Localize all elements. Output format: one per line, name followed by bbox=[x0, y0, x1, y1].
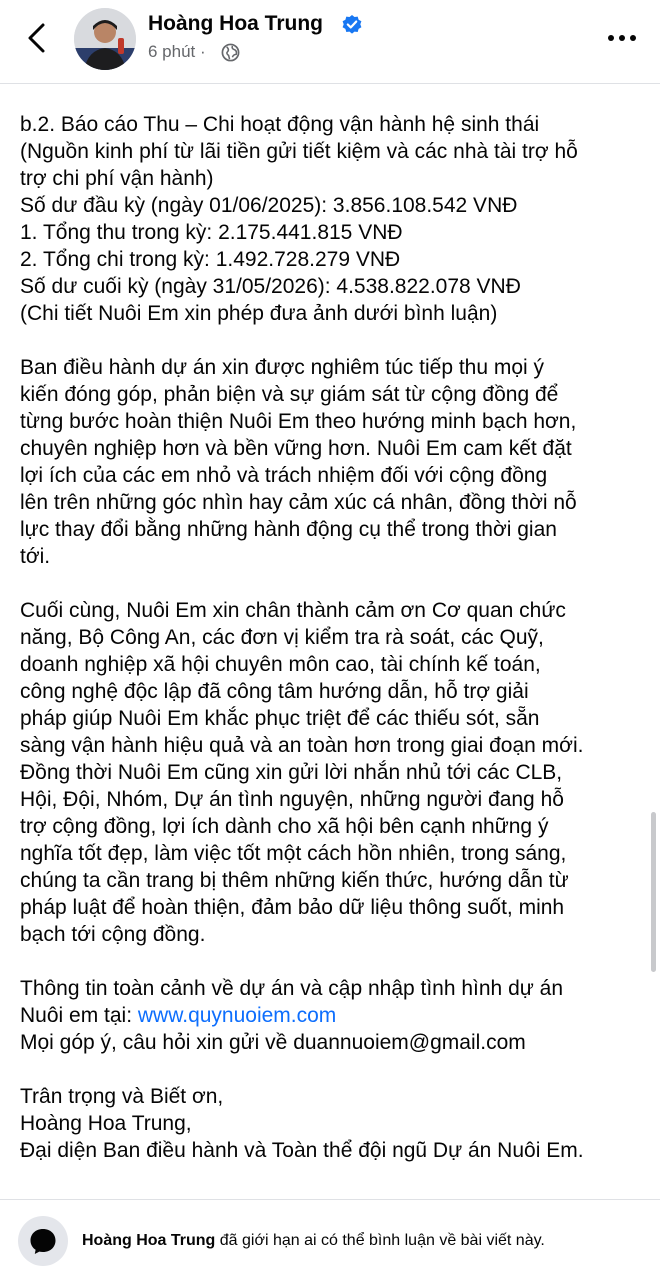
info-line-link bbox=[20, 1002, 652, 1029]
paragraph-line: lên trên những góc nhìn hay cảm xúc cá nhân, đồng thời nỗ bbox=[20, 491, 577, 514]
paragraph-line: bạch tới cộng đồng. bbox=[20, 923, 206, 946]
paragraph-line: nghĩa tốt đẹp, làm việc tốt một cách hồn nhiên, trong sáng, bbox=[20, 842, 567, 865]
report-line: (Nguồn kinh phí từ lãi tiền gửi tiết kiệm và các nhà tài trợ hỗ bbox=[20, 140, 578, 163]
footer-message: đã giới hạn ai có thể bình luận về bài viết này. bbox=[215, 1232, 545, 1249]
report-line: Số dư đầu kỳ (ngày 01/06/2025): 3.856.108.542 VNĐ bbox=[20, 194, 518, 217]
paragraph-line: năng, Bộ Công An, các đơn vị kiểm tra rà soát, các Quỹ, bbox=[20, 626, 544, 649]
paragraph-line: từng bước hoàn thiện Nuôi Em theo hướng minh bạch hơn, bbox=[20, 410, 577, 433]
sign-line: Trân trọng và Biết ơn, bbox=[20, 1085, 224, 1108]
paragraph-line: pháp giúp Nuôi Em khắc phục triệt để các thiếu sót, sẵn bbox=[20, 707, 540, 730]
post-body bbox=[20, 111, 652, 1164]
report-line: b.2. Báo cáo Thu – Chi hoạt động vận hành hệ sinh thái bbox=[20, 113, 540, 136]
paragraph-line: kiến đóng góp, phản biện và sự giám sát từ cộng đồng để bbox=[20, 383, 559, 406]
paragraph-line: Đồng thời Nuôi Em cũng xin gửi lời nhắn nhủ tới các CLB, bbox=[20, 761, 563, 784]
paragraph-line: tới. bbox=[20, 545, 51, 568]
paragraph-line: sàng vận hành hiệu quả và an toàn hơn trong giai đoạn mới. bbox=[20, 734, 584, 757]
paragraph-line: lực thay đổi bằng những hành động cụ thể trong thời gian bbox=[20, 518, 557, 541]
report-line: trợ chi phí vận hành) bbox=[20, 167, 214, 190]
scrollbar[interactable] bbox=[651, 812, 656, 972]
sign-line: Đại diện Ban điều hành và Toàn thể đội ngũ Dự án Nuôi Em. bbox=[20, 1139, 584, 1162]
contact-line: Mọi góp ý, câu hỏi xin gửi về duannuoiem@gmail.com bbox=[20, 1031, 526, 1054]
chat-bubble-icon bbox=[18, 1216, 68, 1266]
paragraph-line: pháp luật để hoàn thiện, đảm bảo dữ liệu thông suốt, minh bbox=[20, 896, 565, 919]
avatar[interactable] bbox=[74, 8, 136, 70]
meta-separator: · bbox=[200, 42, 206, 61]
report-line: (Chi tiết Nuôi Em xin phép đưa ảnh dưới bình luận) bbox=[20, 302, 498, 325]
report-line: 1. Tổng thu trong kỳ: 2.175.441.815 VNĐ bbox=[20, 221, 403, 244]
avatar-image bbox=[74, 8, 136, 70]
paragraph-line: Cuối cùng, Nuôi Em xin chân thành cảm ơn Cơ quan chức bbox=[20, 599, 566, 622]
paragraph-line: Ban điều hành dự án xin được nghiêm túc tiếp thu mọi ý bbox=[20, 356, 545, 379]
report-line: Số dư cuối kỳ (ngày 31/05/2026): 4.538.822.078 VNĐ bbox=[20, 275, 521, 298]
info-prefix: Nuôi em tại: bbox=[20, 1004, 138, 1027]
verified-badge-icon bbox=[341, 14, 363, 36]
info-line: Thông tin toàn cảnh về dự án và cập nhập tình hình dự án bbox=[20, 977, 564, 1000]
comment-restriction-text bbox=[82, 1232, 545, 1250]
globe-icon bbox=[221, 43, 240, 62]
paragraph-line: trợ cộng đồng, lợi ích dành cho xã hội bên cạnh những ý bbox=[20, 815, 549, 838]
post-time[interactable]: 6 phút bbox=[148, 42, 196, 61]
paragraph-line: lợi ích của các em nhỏ và trách nhiệm đối với cộng đồng bbox=[20, 464, 548, 487]
paragraph-line: Hội, Đội, Nhóm, Dự án tình nguyện, những người đang hỗ bbox=[20, 788, 564, 811]
paragraph-line: chuyên nghiệp hơn và bền vững hơn. Nuôi Em cam kết đặt bbox=[20, 437, 572, 460]
comment-restriction-badge bbox=[18, 1216, 68, 1266]
chevron-left-icon[interactable] bbox=[18, 18, 58, 58]
post-meta bbox=[148, 42, 206, 62]
footer-divider bbox=[0, 1199, 660, 1200]
sign-line: Hoàng Hoa Trung, bbox=[20, 1112, 192, 1135]
paragraph-line: công nghệ độc lập đã công tâm hướng dẫn, hỗ trợ giải bbox=[20, 680, 529, 703]
more-horizontal-icon[interactable] bbox=[604, 26, 640, 50]
paragraph-line: doanh nghiệp xã hội chuyên môn cao, tài chính kế toán, bbox=[20, 653, 541, 676]
paragraph-line: chúng ta cần trang bị thêm những kiến thức, hướng dẫn từ bbox=[20, 869, 569, 892]
website-link[interactable]: www.quynuoiem.com bbox=[137, 1004, 337, 1027]
report-line: 2. Tổng chi trong kỳ: 1.492.728.279 VNĐ bbox=[20, 248, 401, 271]
footer-author-name[interactable]: Hoàng Hoa Trung bbox=[82, 1232, 216, 1249]
post-header bbox=[0, 0, 660, 84]
author-name[interactable]: Hoàng Hoa Trung bbox=[148, 12, 323, 35]
